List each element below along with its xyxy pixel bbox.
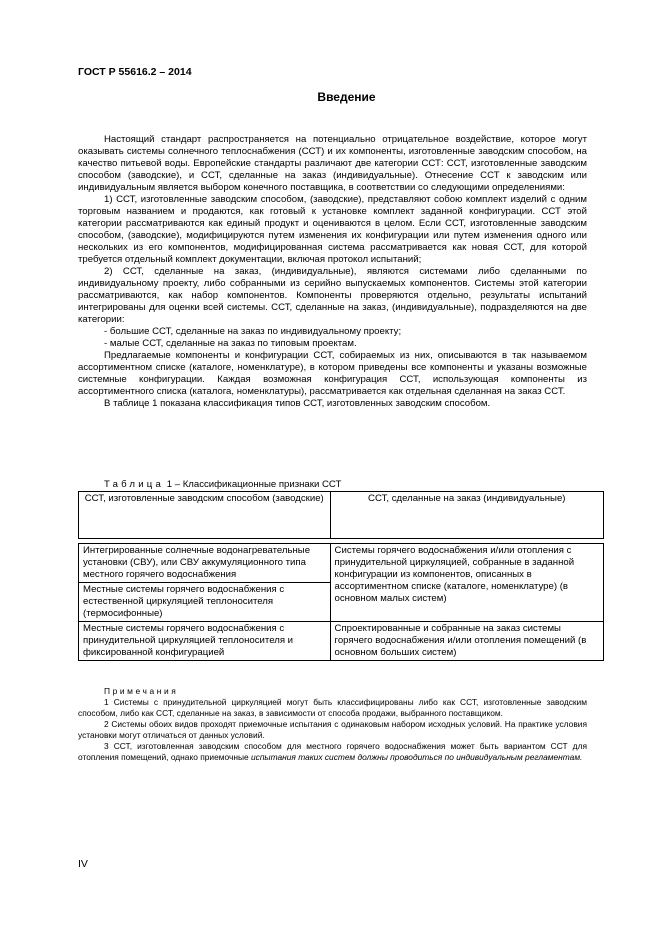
note-item: 3 ССТ, изготовленная заводским способом для местного горячего водоснабжения может быть вариантом ССТ для отопления помещений, однако приемочные испытания таких систем должны проводиться по индивидуальным регламентам. — [78, 741, 587, 762]
paragraph: В таблице 1 показана классификация типов ССТ, изготовленных заводским способом. — [104, 398, 491, 409]
body-text — [78, 134, 587, 410]
table-cell: Спроектированные и собранные на заказ системы горячего водоснабжения и/или отопления помещений (в основном больших систем) — [330, 622, 603, 661]
table-header-factory: ССТ, изготовленные заводским способом (заводские) — [79, 492, 331, 539]
table-caption-text: 1 – Классификационные признаки ССТ — [166, 479, 342, 490]
table-caption-word: Таблица — [104, 479, 165, 490]
table-cell: Местные системы горячего водоснабжения с принудительной циркуляцией теплоносителя и фиксированной конфигурацией — [79, 622, 331, 661]
paragraph: Предлагаемые компоненты и конфигурации ССТ, собираемых из них, описываются в так называемом ассортиментном списке (каталоге, номенклатуре), в котором приведены все компоненты и указаны возможные системные конфигурации. Каждая возможная конфигурация ССТ, использующая компоненты из ассортиментного списка (каталога, номенклатуры), рассматривается как отдельная сделанная на заказ ССТ. — [78, 350, 587, 397]
list-item: - большие ССТ, сделанные на заказ по индивидуальному проекту; — [104, 326, 402, 337]
paragraph: 1) ССТ, изготовленные заводским способом, (заводские), представляют собою комплект изделий с одним торговым названием и продаются, как готовый к установке комплект заданной конфигурации. ССТ этой категории рассматриваются как единый продукт и оцениваются в целом. Если ССТ, изготовленные заводским способом, (заводские), модифицируются путем изменения их конфигурации или путем изменения одного или нескольких из его компонентов, модифицированная система рассматривается как новая ССТ, для которой требуется отдельный комплект документации, включая протокол испытаний; — [78, 194, 587, 265]
list-item: - малые ССТ, сделанные на заказ по типовым проектам. — [104, 338, 357, 349]
classification-table — [78, 491, 604, 661]
note-item: 2 Системы обоих видов проходят приемочные испытания с одинаковым набором исходных условий. На практике условия установки могут отличаться от данных условий. — [78, 719, 587, 740]
table-cell: Местные системы горячего водоснабжения с естественной циркуляцией теплоносителя (термосифонные) — [79, 583, 331, 622]
paragraph: Настоящий стандарт распространяется на потенциально отрицательное воздействие, которое могут оказывать системы солнечного теплоснабжения (ССТ) и их компоненты, изготовленные заводским способом, на качество питьевой воды. Европейские стандарты различают две категории ССТ: ССТ, изготовленные заводским способом (заводские), и ССТ, сделанные на заказ (индивидуальные). Отнесение ССТ к заводским или индивидуальным является выбором конечного поставщика, в соответствии со следующими определениями: — [78, 134, 587, 193]
notes-heading: Примечания — [104, 686, 179, 696]
note-item: 1 Системы с принудительной циркуляцией могут быть классифицированы либо как ССТ, изготовленные заводским способом, либо как ССТ, сделанные на заказ, в зависимости от способа продажи, выбранного поставщиком. — [78, 697, 587, 718]
section-title: Введение — [317, 90, 376, 104]
table-header-custom: ССТ, сделанные на заказ (индивидуальные) — [330, 492, 603, 539]
notes-block — [78, 686, 587, 763]
table-cell: Интегрированные солнечные водонагревательные установки (СВУ), или СВУ аккумуляционного типа местного горячего водоснабжения — [79, 544, 331, 583]
paragraph: 2) ССТ, сделанные на заказ, (индивидуальные), являются системами либо сделанными по индивидуальному проекту, либо собранными из серийно выпускаемых компонентов. Системы этой категории рассматриваются, как набор компонентов. Компоненты проверяются отдельно, результаты испытаний интегрированы для оценки всей системы. ССТ, сделанные на заказ, (индивидуальные), подразделяются на две категории: — [78, 266, 587, 325]
table-caption — [104, 479, 341, 490]
table-cell: Системы горячего водоснабжения и/или отопления с принудительной циркуляцией, собранные в заданной конфигурации из компонентов, описанных в ассортиментном списке (каталоге, номенклатуре) (в основном малых систем) — [330, 544, 603, 622]
standard-code: ГОСТ Р 55616.2 – 2014 — [78, 66, 192, 78]
page-number: IV — [78, 858, 88, 870]
